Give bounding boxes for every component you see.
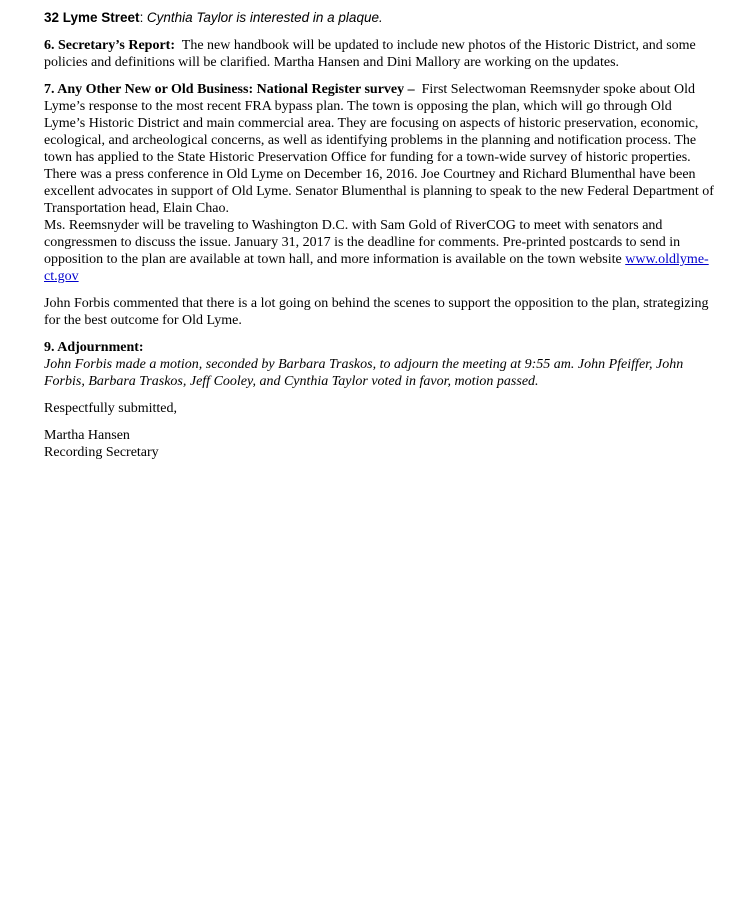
- item-32-lyme-street: [44, 9, 714, 27]
- item-9-adjournment: [44, 339, 714, 390]
- forbis-comment: John Forbis commented that there is a lot going on behind the scenes to support the opposition to the plan, strategizing for the best outcome for Old Lyme.: [44, 296, 709, 328]
- item-7-paragraph-2: [44, 217, 714, 285]
- minutes-page: [44, 9, 714, 461]
- town-website-link[interactable]: www.oldlyme-ct.gov: [44, 252, 709, 284]
- closing-line: Respectfully submitted,: [44, 401, 177, 416]
- signature-name: Martha Hansen: [44, 428, 130, 443]
- signature-block: [44, 427, 714, 461]
- item-32-heading: 32 Lyme Street: [44, 10, 140, 25]
- item-7-body-2: Ms. Reemsnyder will be traveling to Washington D.C. with Sam Gold of RiverCOG to meet with senators and congressmen to discuss the issue. January 31, 2017 is the deadline for comments. Pre-printed postcards to send in opposition to the plan are available at town hall, and more information is available on the town website: [44, 218, 681, 267]
- item-6-secretary-report: [44, 37, 714, 71]
- item-9-body: John Forbis made a motion, seconded by Barbara Traskos, to adjourn the meeting at 9:55 am. John Pfeiffer, John Forbis, Barbara Traskos, Jeff Cooley, and Cynthia Taylor voted in favor, motion passed.: [44, 357, 684, 389]
- item-7-body-1: First Selectwoman Reemsnyder spoke about Old Lyme’s response to the most recent FRA bypass plan. The town is opposing the plan, which will go through Old Lyme’s Historic District and main commercial area. They are focusing on aspects of historic preservation, economic, ecological, and archeological concerns, as well as identifying problems in the planning and notification process. The town has applied to the State Historic Preservation Office for funding for a town-wide survey of historic properties. There was a press conference in Old Lyme on December 16, 2016. Joe Courtney and Richard Blumenthal have been excellent advocates in support of Old Lyme. Senator Blumenthal is planning to speak to the new Federal Department of Transportation head, Elain Chao.: [44, 82, 714, 216]
- signature-title: Recording Secretary: [44, 445, 159, 460]
- item-32-note: Cynthia Taylor is interested in a plaque.: [146, 10, 383, 25]
- item-6-body: The new handbook will be updated to include new photos of the Historic District, and some policies and definitions will be clarified. Martha Hansen and Dini Mallory are working on the updates.: [44, 38, 696, 70]
- item-7-heading: 7. Any Other New or Old Business: National Register survey –: [44, 82, 415, 97]
- item-6-heading: 6. Secretary’s Report:: [44, 38, 176, 53]
- item-9-heading: 9. Adjournment:: [44, 340, 144, 355]
- item-32-colon: :: [139, 10, 144, 25]
- item-7-other-business: [44, 81, 714, 285]
- item-7-paragraph-1: [44, 81, 714, 217]
